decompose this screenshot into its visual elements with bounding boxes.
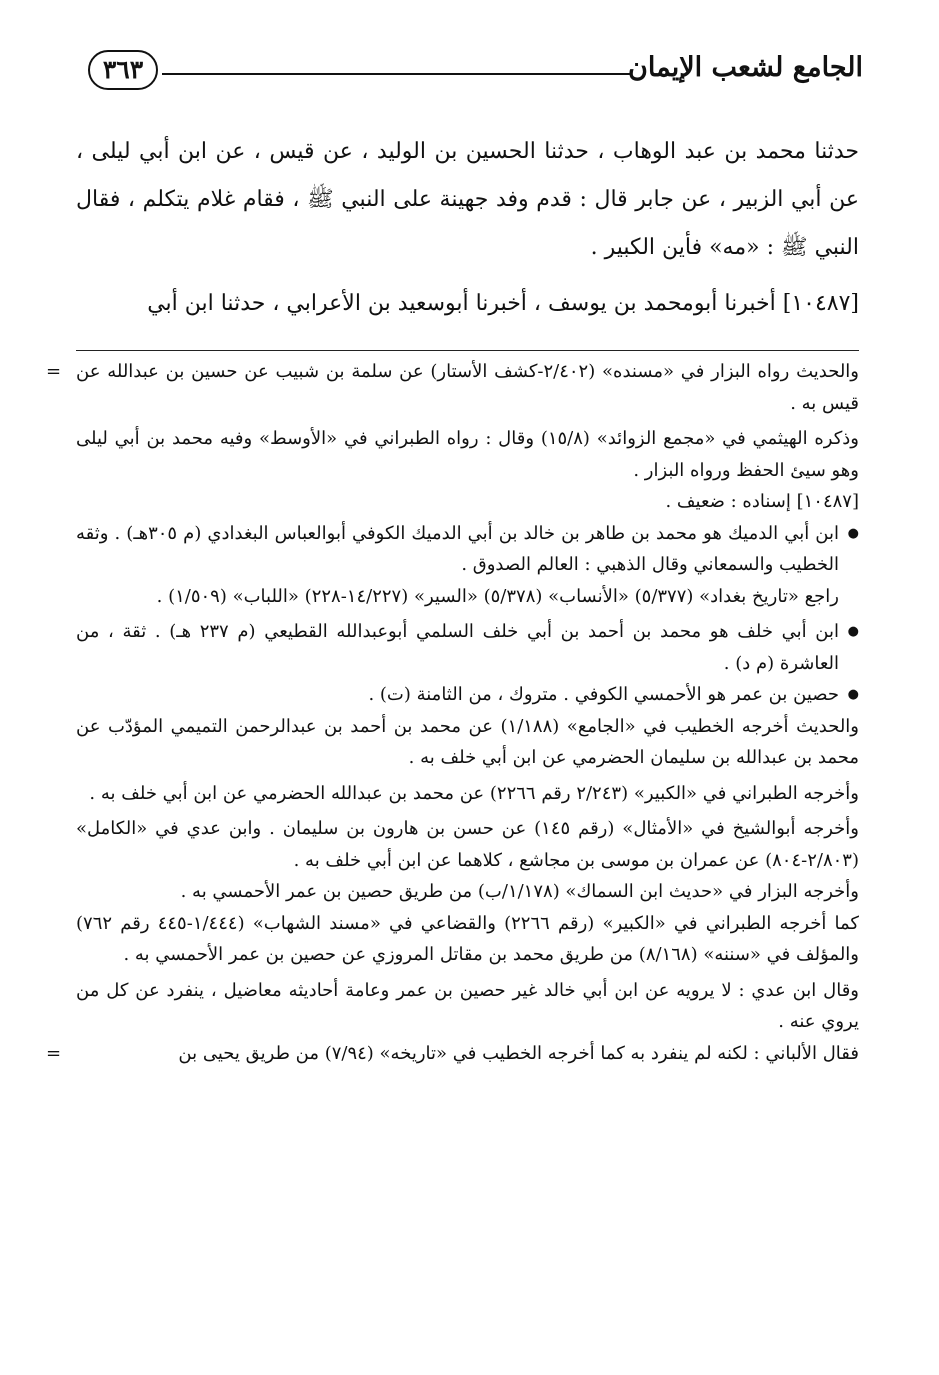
header-rule — [162, 73, 631, 75]
footnote: والحديث أخرجه الخطيب في «الجامع» (١/١٨٨) عن محمد بن أحمد بن عبدالرحمن التميمي المؤدّب عن محمد بن عبدالله بن سليمان الحضرمي عن ابن أبي خلف به . — [76, 715, 859, 768]
footnote: وذكره الهيثمي في «مجمع الزوائد» (١٥/٨) وقال : رواه الطبراني في «الأوسط» وفيه محمد بن أبي ليلى وهو سيئ الحفظ ورواه البزار . — [76, 428, 859, 481]
main-paragraph: حدثنا محمد بن عبد الوهاب ، حدثنا الحسين بن الوليد ، عن قيس ، عن ابن أبي ليلى ، عن أبي الزبير ، عن جابر قال : قدم وفد جهينة على النبي ﷺ ، فقام غلام يتكلم ، فقال النبي ﷺ : «مه» فأين الكبير . — [76, 139, 859, 260]
footnote-separator — [76, 350, 859, 351]
footnote: وأخرجه أبوالشيخ في «الأمثال» (رقم ١٤٥) عن حسن بن هارون بن سليمان . وابن عدي في «الكامل» (٢/٨٠٣-٨٠٤) عن عمران بن موسى بن مجاشع ، كلاهما عن ابن أبي خلف به . — [76, 818, 859, 871]
footnote: راجع «تاريخ بغداد» (٥/٣٧٧) «الأنساب» (٥/٣٧٨) «السير» (١٤/٢٢٧-٢٢٨) «اللباب» (١/٥٠٩) . — [156, 585, 839, 607]
footnote — [46, 1038, 859, 1070]
footnote: وأخرجه البزار في «حديث ابن السماك» (١/١٧٨/ب) من طريق حصين بن عمر الأحمسي به . — [180, 881, 859, 902]
page-number: ٣٦٣ — [88, 50, 158, 90]
footnote: كما أخرجه الطبراني في «الكبير» (رقم ٢٢٦٦) والقضاعي في «مسند الشهاب» (١/٤٤٤-٤٤٥ رقم ٧٦٢) والمؤلف في «سننه» (٨/١٦٨) من طريق محمد بن مقاتل المروزي عن حصين بن عمر الأحمسي به . — [76, 912, 859, 965]
footnote-bullet: ● حصين بن عمر هو الأحمسي الكوفي . متروك ، من الثامنة (ت) . — [76, 679, 859, 711]
footnote: وأخرجه الطبراني في «الكبير» (٢/٢٤٣ رقم ٢٢٦٦) عن محمد بن عبدالله الحضرمي عن ابن أبي خلف به . — [89, 782, 859, 804]
footnote — [46, 356, 859, 419]
main-paragraph: [١٠٤٨٧] أخبرنا أبومحمد بن يوسف ، أخبرنا أبوسعيد بن الأعرابي ، حدثنا ابن أبي — [147, 291, 859, 316]
footnote-bullet: ● ابن أبي خلف هو محمد بن أحمد بن أبي خلف السلمي أبوعبدالله القطيعي (م ٢٣٧ هـ) . ثقة ، من العاشرة (م د) . — [76, 616, 859, 679]
continuation-mark: = — [46, 361, 62, 382]
footnote-heading: [١٠٤٨٧] إسناده : ضعيف . — [665, 491, 859, 512]
footnote-text: فقال الألباني : لكنه لم ينفرد به كما أخرجه الخطيب في «تاريخه» (٧/٩٤) من طريق يحيى بن — [178, 1042, 859, 1064]
footnotes — [46, 356, 859, 1069]
footnote: وقال ابن عدي : لا يرويه عن ابن أبي خالد غير حصين بن عمر وعامة أحاديثه معاضيل ، ينفرد عن كل من يروي عنه . — [76, 979, 859, 1032]
page-header — [80, 48, 863, 98]
continuation-mark: = — [46, 1042, 62, 1064]
footnote-bullet: ● ابن أبي الدميك هو محمد بن طاهر بن خالد بن أبي الدميك الكوفي أبوالعباس البغدادي (م ٣٠٥هـ) . وثقه الخطيب والسمعاني وقال الذهبي : العالم الصدوق . — [76, 518, 859, 581]
footnote-text: والحديث رواه البزار في «مسنده» (٢/٤٠٢-كشف الأستار) عن سلمة بن شبيب عن حسين بن عبدالله عن قيس به . — [76, 361, 859, 414]
book-title: الجامع لشعب الإيمان — [628, 52, 863, 83]
main-text — [76, 128, 859, 328]
